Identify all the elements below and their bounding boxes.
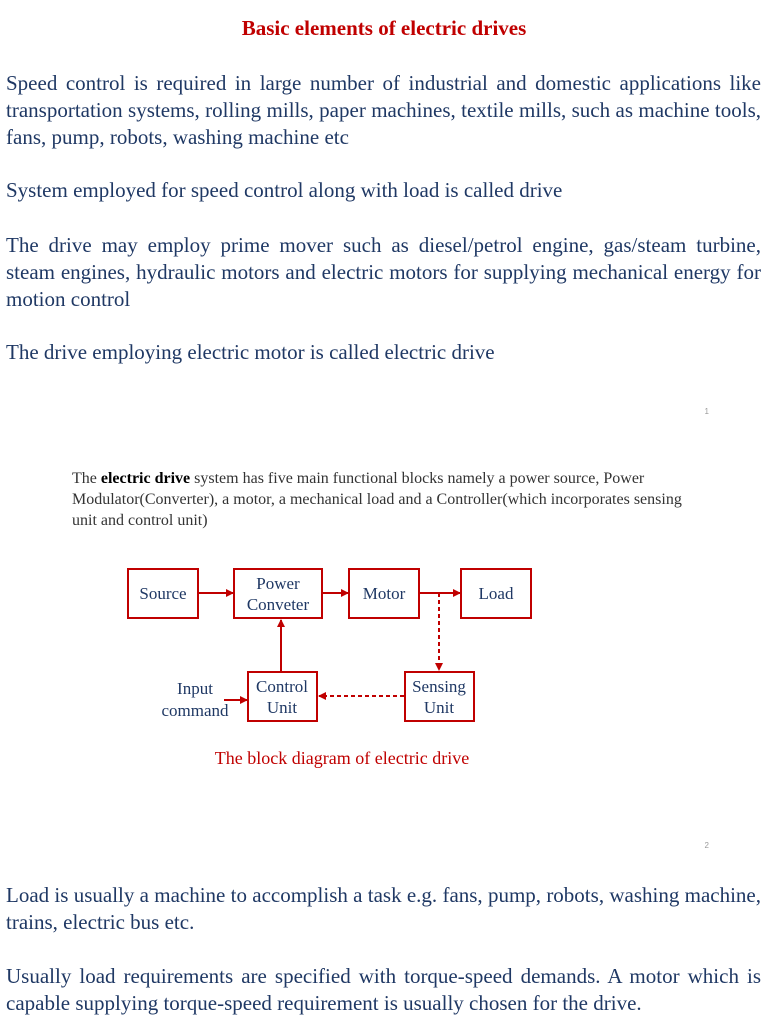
paragraph-drive-definition: System employed for speed control along with load is called drive <box>6 178 563 202</box>
power-converter-label-1: Power <box>256 574 300 593</box>
paragraph-electric-drive: The drive employing electric motor is called electric drive <box>6 340 495 364</box>
paragraph-load: Load is usually a machine to accomplish a task e.g. fans, pump, robots, washing machine, trains, electric bus etc. <box>6 883 761 934</box>
input-command-label-2: command <box>161 701 229 720</box>
page-number: 1 <box>704 407 709 416</box>
source-label: Source <box>139 584 187 603</box>
sensing-unit-label-1: Sensing <box>412 677 466 696</box>
control-unit-label-2: Unit <box>266 698 298 717</box>
slide-3 <box>0 860 768 1024</box>
motor-label: Motor <box>362 584 406 603</box>
sensing-unit-label-2: Unit <box>423 698 455 717</box>
intro-prefix: The <box>72 470 101 487</box>
paragraph-torque-speed: Usually load requirements are specified with torque-speed demands. A motor which is capable supplying torque-speed requirement is usually chosen for the drive. <box>6 964 761 1015</box>
slide-2 <box>0 430 768 860</box>
slide-1 <box>0 0 768 430</box>
block-diagram <box>0 430 768 860</box>
power-converter-label-2: Conveter <box>246 595 310 614</box>
intro-rest: system has five main functional blocks namely a power source, Power Modulator(Converter), a motor, a mechanical load and a Controller(which incorporates sensing unit and control unit) <box>72 470 682 529</box>
diagram-caption: The block diagram of electric drive <box>214 748 470 768</box>
page-number: 2 <box>704 841 709 850</box>
input-command-label-1: Input <box>177 679 213 698</box>
control-unit-label-1: Control <box>256 677 308 696</box>
paragraph-speed-control: Speed control is required in large number of industrial and domestic applications like transportation systems, rolling mills, paper machines, textile mills, such as machine tools, fans, pump, robots, washing machine etc <box>6 71 761 149</box>
intro-bold-term: electric drive <box>100 470 191 487</box>
paragraph-prime-mover: The drive may employ prime mover such as diesel/petrol engine, gas/steam turbine, steam engines, hydraulic motors and electric motors for supplying mechanical energy for motion control <box>6 233 761 311</box>
slide-title: Basic elements of electric drives <box>241 16 527 40</box>
load-label: Load <box>478 584 514 603</box>
